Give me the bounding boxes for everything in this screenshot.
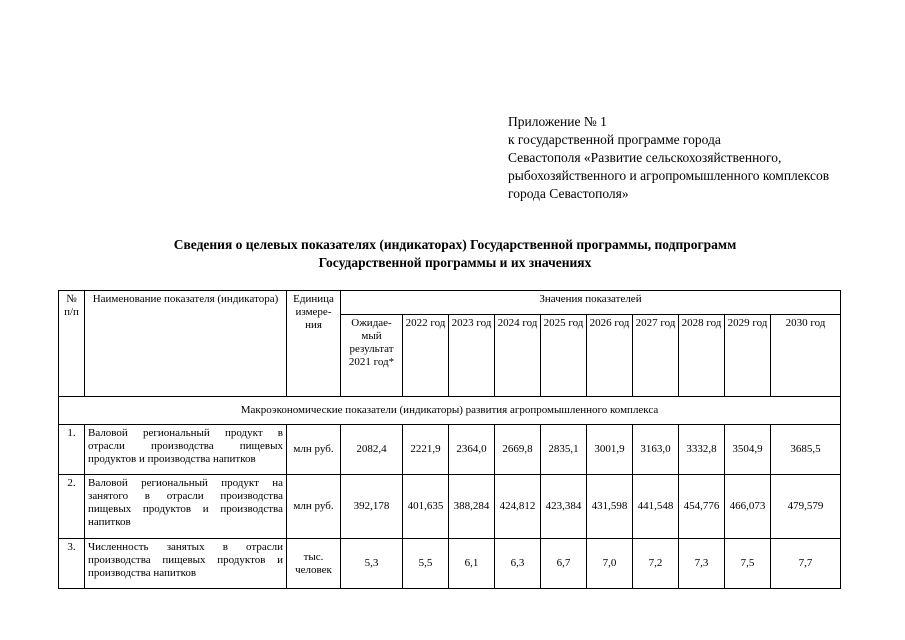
header-year: 2029 год	[725, 315, 771, 397]
indicator-name: Валовой региональный продукт на занятого в отрасли производства пищевых продуктов и производства напитков	[85, 475, 287, 539]
value-cell: 6,7	[541, 539, 587, 589]
header-year: 2027 год	[633, 315, 679, 397]
header-name: Наименование показателя (индикатора)	[85, 291, 287, 397]
indicator-name: Валовой региональный продукт в отрасли производства пищевых продуктов и производства напитков	[85, 425, 287, 475]
value-cell: 7,7	[771, 539, 841, 589]
value-cell: 3685,5	[771, 425, 841, 475]
row-number: 3.	[59, 539, 85, 589]
header-year: 2024 год	[495, 315, 541, 397]
document-title	[60, 236, 850, 272]
value-cell: 392,178	[341, 475, 403, 539]
value-cell: 3504,9	[725, 425, 771, 475]
value-cell: 7,5	[725, 539, 771, 589]
value-cell: 7,2	[633, 539, 679, 589]
value-cell: 431,598	[587, 475, 633, 539]
appendix-line: Севастополя «Развитие сельскохозяйственного,	[508, 150, 782, 165]
appendix-line: к государственной программе города	[508, 132, 721, 147]
value-cell: 2082,4	[341, 425, 403, 475]
indicators-table	[58, 290, 841, 589]
header-unit: Единица измере-ния	[287, 291, 341, 397]
value-cell: 466,073	[725, 475, 771, 539]
unit-cell: млн руб.	[287, 425, 341, 475]
value-cell: 423,384	[541, 475, 587, 539]
header-year: Ожидае-мый результат 2021 год*	[341, 315, 403, 397]
header-year: 2026 год	[587, 315, 633, 397]
value-cell: 2221,9	[403, 425, 449, 475]
indicator-name: Численность занятых в отрасли производства пищевых продуктов и производства напитков	[85, 539, 287, 589]
appendix-line: города Севастополя»	[508, 186, 629, 201]
value-cell: 5,5	[403, 539, 449, 589]
header-year: 2030 год	[771, 315, 841, 397]
value-cell: 2364,0	[449, 425, 495, 475]
title-line-2: Государственной программы и их значениях	[318, 255, 592, 270]
value-cell: 3332,8	[679, 425, 725, 475]
value-cell: 479,579	[771, 475, 841, 539]
header-year: 2023 год	[449, 315, 495, 397]
unit-cell: тыс. человек	[287, 539, 341, 589]
value-cell: 5,3	[341, 539, 403, 589]
value-cell: 424,812	[495, 475, 541, 539]
row-number: 2.	[59, 475, 85, 539]
value-cell: 7,3	[679, 539, 725, 589]
header-year: 2028 год	[679, 315, 725, 397]
value-cell: 6,3	[495, 539, 541, 589]
header-values-group: Значения показателей	[341, 291, 841, 315]
unit-cell: млн руб.	[287, 475, 341, 539]
table-row	[59, 475, 841, 539]
row-number: 1.	[59, 425, 85, 475]
appendix-block	[508, 113, 829, 203]
appendix-line: рыбохозяйственного и агропромышленного комплексов	[508, 168, 830, 183]
value-cell: 441,548	[633, 475, 679, 539]
value-cell: 6,1	[449, 539, 495, 589]
value-cell: 3163,0	[633, 425, 679, 475]
value-cell: 3001,9	[587, 425, 633, 475]
header-year: 2022 год	[403, 315, 449, 397]
value-cell: 2669,8	[495, 425, 541, 475]
section-heading: Макроэкономические показатели (индикаторы) развития агропромышленного комплекса	[59, 397, 841, 425]
value-cell: 401,635	[403, 475, 449, 539]
table-row	[59, 425, 841, 475]
value-cell: 2835,1	[541, 425, 587, 475]
value-cell: 7,0	[587, 539, 633, 589]
header-num: № п/п	[59, 291, 85, 397]
value-cell: 454,776	[679, 475, 725, 539]
header-year: 2025 год	[541, 315, 587, 397]
appendix-line: Приложение № 1	[508, 114, 607, 129]
table-row	[59, 539, 841, 589]
title-line-1: Сведения о целевых показателях (индикаторах) Государственной программы, подпрограмм	[173, 237, 737, 252]
value-cell: 388,284	[449, 475, 495, 539]
